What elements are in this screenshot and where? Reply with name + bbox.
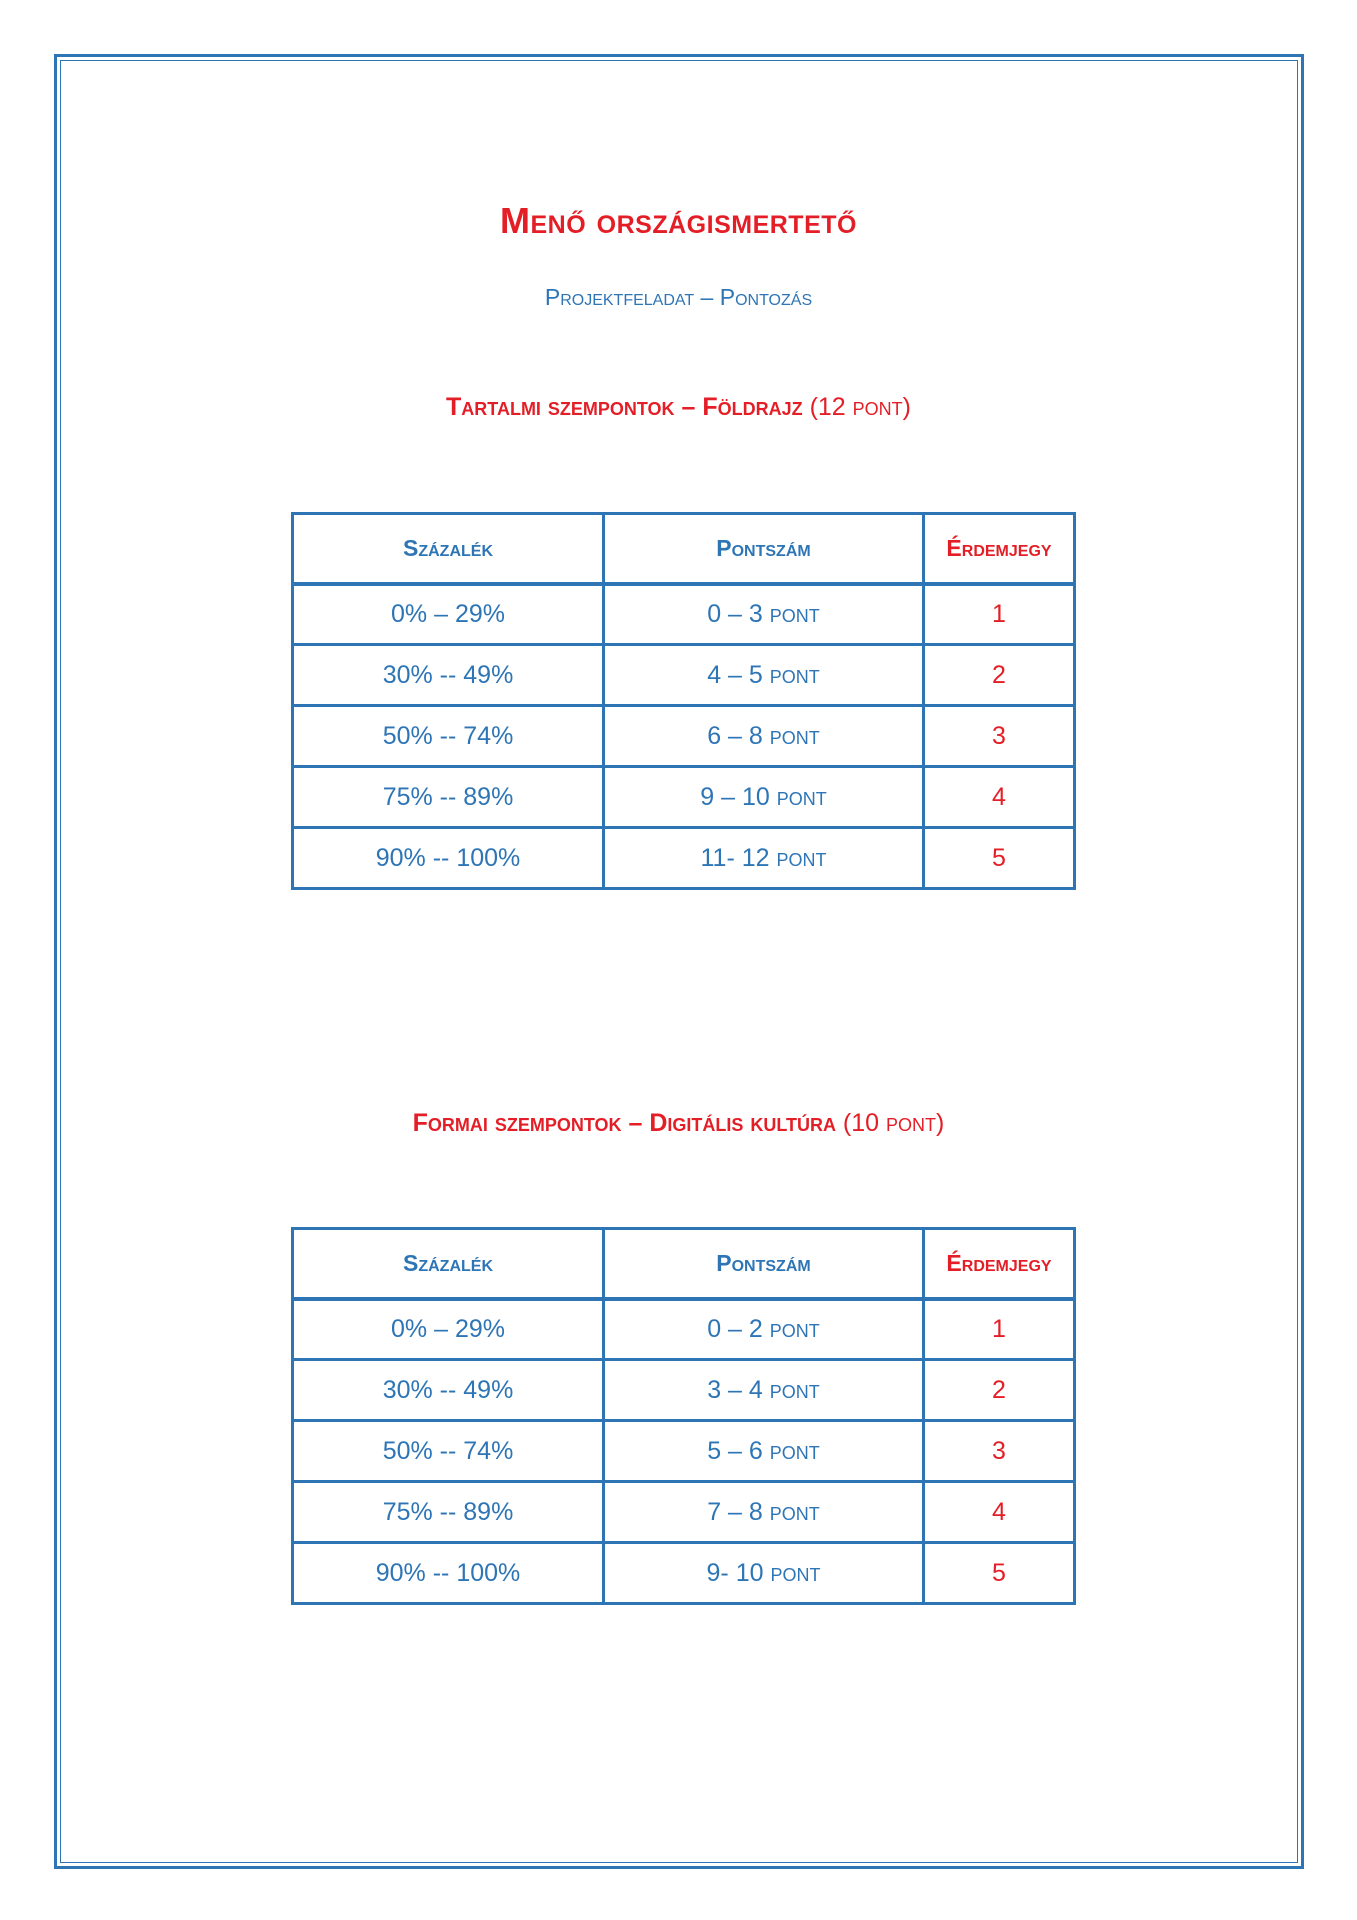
- percent-cell: 50% -- 74%: [293, 1421, 604, 1482]
- points-unit: pont: [769, 1436, 820, 1465]
- percent-cell: 30% -- 49%: [293, 1360, 604, 1421]
- points-cell: [604, 828, 924, 889]
- points-cell: [604, 1543, 924, 1604]
- document-title: Menő országismertető: [500, 200, 857, 241]
- percent-cell: 90% -- 100%: [293, 1543, 604, 1604]
- points-cell: [604, 767, 924, 828]
- grade-cell: 4: [924, 1482, 1075, 1543]
- points-cell: [604, 645, 924, 706]
- document-subtitle: Projektfeladat – Pontozás: [544, 284, 813, 310]
- grade-cell: 3: [924, 1421, 1075, 1482]
- points-unit: pont: [769, 721, 820, 750]
- column-header-points: Pontszám: [604, 1229, 924, 1299]
- grade-cell: 3: [924, 706, 1075, 767]
- section-heading-points: (10 pont): [835, 1109, 945, 1137]
- points-unit: pont: [776, 843, 827, 872]
- points-value: 4 – 5: [707, 660, 763, 689]
- table-row: [293, 828, 1075, 889]
- points-unit: pont: [769, 660, 820, 689]
- percent-cell: 90% -- 100%: [293, 828, 604, 889]
- points-value: 3 – 4: [707, 1375, 763, 1404]
- table-row: [293, 1360, 1075, 1421]
- section-heading-label: Formai szempontok – Digitális kultúra: [412, 1109, 836, 1137]
- grade-cell: 2: [924, 645, 1075, 706]
- grade-cell: 1: [924, 1299, 1075, 1360]
- table-row: [293, 767, 1075, 828]
- percent-cell: 75% -- 89%: [293, 1482, 604, 1543]
- points-unit: pont: [776, 782, 827, 811]
- points-value: 0 – 2: [707, 1314, 763, 1343]
- column-header-percent: Százalék: [293, 514, 604, 584]
- points-unit: pont: [769, 1497, 820, 1526]
- table-header-row: [293, 1229, 1075, 1299]
- table-row: [293, 1299, 1075, 1360]
- points-value: 5 – 6: [707, 1436, 763, 1465]
- points-value: 9- 10: [706, 1558, 764, 1587]
- grading-table-digital: [291, 1227, 1076, 1605]
- grade-cell: 5: [924, 828, 1075, 889]
- table-row: [293, 584, 1075, 645]
- percent-cell: 0% – 29%: [293, 584, 604, 645]
- section-heading-label: Tartalmi szempontok – Földrajz: [446, 393, 803, 421]
- grade-cell: 5: [924, 1543, 1075, 1604]
- points-value: 9 – 10: [700, 782, 770, 811]
- points-unit: pont: [770, 1558, 821, 1587]
- points-cell: [604, 1421, 924, 1482]
- section-heading-geography: [0, 393, 1357, 422]
- grade-cell: 4: [924, 767, 1075, 828]
- points-value: 7 – 8: [707, 1497, 763, 1526]
- table-row: [293, 645, 1075, 706]
- points-unit: pont: [769, 1314, 820, 1343]
- column-header-points: Pontszám: [604, 514, 924, 584]
- percent-cell: 50% -- 74%: [293, 706, 604, 767]
- grading-table-geography: [291, 512, 1076, 890]
- column-header-grade: Érdemjegy: [924, 514, 1075, 584]
- section-heading-points: (12 pont): [802, 393, 911, 421]
- points-cell: [604, 1299, 924, 1360]
- table-header-row: [293, 514, 1075, 584]
- points-value: 11- 12: [700, 843, 770, 872]
- points-value: 6 – 8: [707, 721, 763, 750]
- points-unit: pont: [769, 1375, 820, 1404]
- percent-cell: 0% – 29%: [293, 1299, 604, 1360]
- table-row: [293, 1421, 1075, 1482]
- points-cell: [604, 1482, 924, 1543]
- column-header-grade: Érdemjegy: [924, 1229, 1075, 1299]
- column-header-percent: Százalék: [293, 1229, 604, 1299]
- table-row: [293, 1482, 1075, 1543]
- grade-cell: 1: [924, 584, 1075, 645]
- points-unit: pont: [769, 599, 820, 628]
- table-row: [293, 1543, 1075, 1604]
- points-cell: [604, 706, 924, 767]
- points-value: 0 – 3: [707, 599, 763, 628]
- points-cell: [604, 1360, 924, 1421]
- grade-cell: 2: [924, 1360, 1075, 1421]
- table-row: [293, 706, 1075, 767]
- percent-cell: 75% -- 89%: [293, 767, 604, 828]
- points-cell: [604, 584, 924, 645]
- section-heading-digital: [0, 1109, 1357, 1138]
- percent-cell: 30% -- 49%: [293, 645, 604, 706]
